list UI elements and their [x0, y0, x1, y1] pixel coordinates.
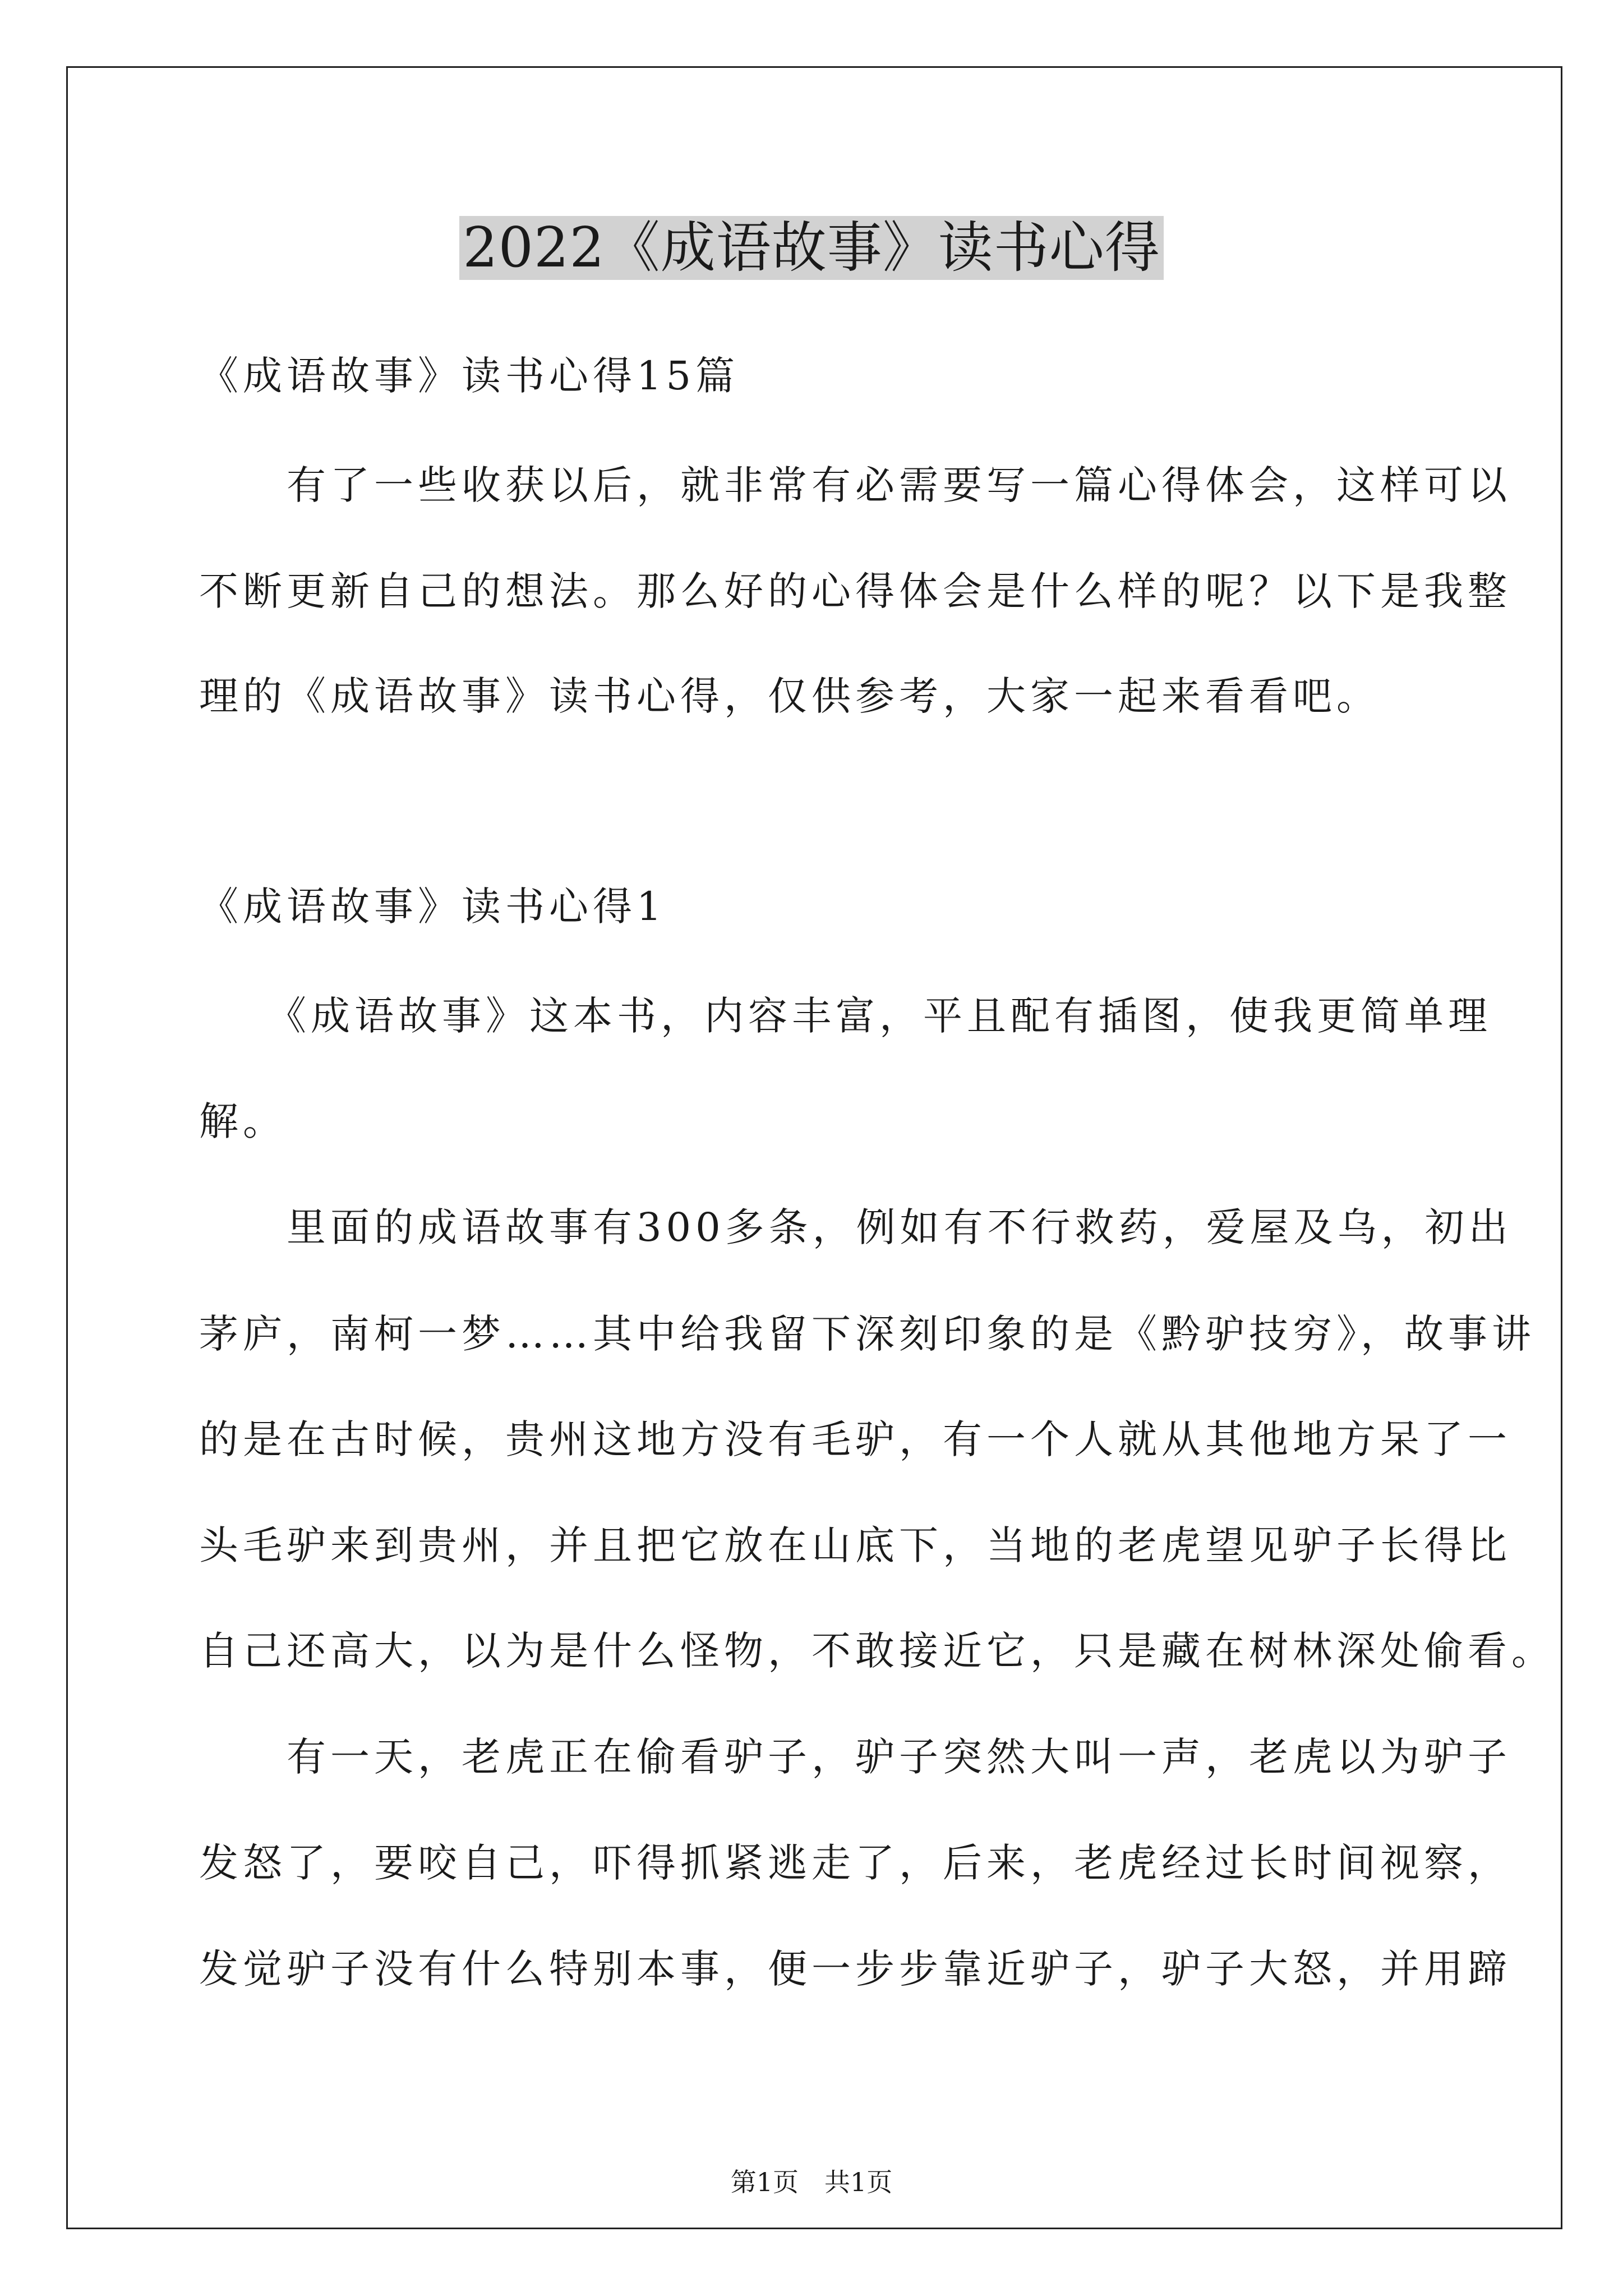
document-title — [0, 209, 1623, 287]
body-line: 《成语故事》这本书，内容丰富，平且配有插图，使我更简单理 — [199, 993, 1492, 1039]
title-text: 2022《成语故事》读书心得 — [459, 216, 1163, 280]
subtitle: 《成语故事》读书心得15篇 — [199, 353, 740, 399]
intro-line: 有了一些收获以后，就非常有必需要写一篇心得体会，这样可以 — [199, 462, 1511, 508]
body-line: 自己还高大，以为是什么怪物，不敢接近它，只是藏在树林深处偷看。 — [199, 1628, 1555, 1674]
body-line: 的是在古时候，贵州这地方没有毛驴，有一个人就从其他地方呆了一 — [199, 1416, 1511, 1462]
intro-line: 不断更新自己的想法。那么好的心得体会是什么样的呢？以下是我整 — [199, 568, 1511, 614]
intro-line: 理的《成语故事》读书心得，仅供参考，大家一起来看看吧。 — [199, 673, 1380, 719]
body-line: 发觉驴子没有什么特别本事，便一步步靠近驴子，驴子大怒，并用蹄 — [199, 1946, 1511, 1992]
body-line: 解。 — [199, 1098, 287, 1144]
body-line: 里面的成语故事有300多条，例如有不行救药，爱屋及乌，初出 — [199, 1204, 1513, 1250]
page-footer: 第1页 共1页 — [730, 2167, 893, 2197]
body-line: 发怒了，要咬自己，吓得抓紧逃走了，后来，老虎经过长时间视察， — [199, 1840, 1511, 1886]
body-line: 茅庐，南柯一梦……其中给我留下深刻印象的是《黔驴技穷》，故事讲 — [199, 1311, 1536, 1357]
section-heading: 《成语故事》读书心得1 — [199, 884, 666, 930]
body-line: 头毛驴来到贵州，并且把它放在山底下，当地的老虎望见驴子长得比 — [199, 1522, 1511, 1568]
body-line: 有一天，老虎正在偷看驴子，驴子突然大叫一声，老虎以为驴子 — [199, 1734, 1511, 1780]
